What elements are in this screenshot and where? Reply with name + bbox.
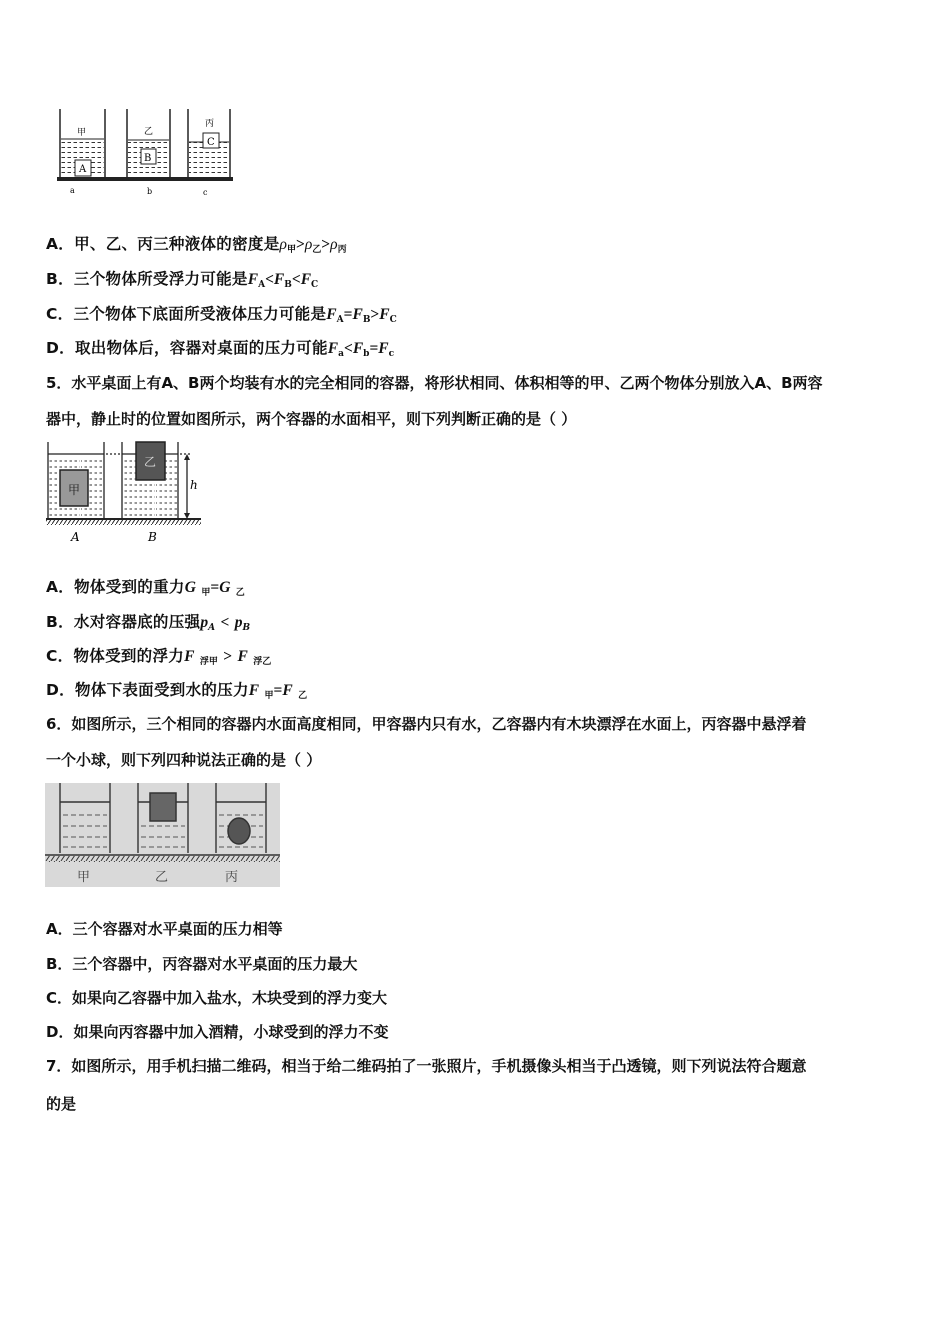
liquid-label-jia: 甲 — [77, 128, 87, 138]
height-label-h: h — [190, 478, 198, 492]
option-text: 取出物体后，容器对桌面的压力可能 — [74, 339, 328, 357]
operator: = — [369, 340, 379, 357]
operator: < — [343, 340, 353, 357]
option-text: 三个物体所受浮力可能是 — [73, 270, 248, 288]
object-jia-label: 甲 — [68, 483, 81, 497]
option-label: B． — [46, 270, 74, 288]
object-label-c: C — [207, 137, 215, 148]
subscript: A — [208, 623, 216, 633]
q7-question-line-1: 7．如图所示，用手机扫描二维码，相当于给二维码拍了一张照片，手机摄像头相当于凸透镜，则下列说法符合题意 — [46, 1057, 807, 1075]
q6-option-a: A．三个容器对水平桌面的压力相等 — [46, 920, 283, 938]
operator: > — [223, 648, 233, 665]
option-label: D． — [46, 339, 75, 357]
container-label-c: c — [203, 188, 208, 197]
subscript: A — [258, 280, 266, 290]
subscript: c — [388, 349, 395, 359]
operator: < — [220, 614, 230, 631]
operator: < — [265, 271, 274, 288]
formula-symbol: F — [327, 340, 339, 357]
operator: = — [210, 579, 220, 596]
subscript: 甲 — [286, 245, 296, 255]
operator: > — [370, 306, 380, 323]
option-text: 甲、乙、丙三种液体的密度是 — [74, 235, 280, 253]
rho-symbol: ρ — [304, 236, 313, 253]
formula-symbol: F — [352, 340, 364, 357]
formula-symbol: G — [184, 579, 196, 596]
formula-symbol: F — [282, 682, 293, 699]
operator: > — [295, 236, 305, 253]
q6-option-c: C．如果向乙容器中加入盐水，木块受到的浮力变大 — [46, 989, 388, 1007]
formula-symbol: F — [237, 648, 248, 665]
container-label-jia: 甲 — [77, 870, 91, 885]
option-label: A． — [46, 235, 75, 253]
operator: = — [343, 306, 353, 323]
subscript: A — [336, 315, 344, 325]
subscript: a — [338, 349, 344, 359]
subscript: B — [362, 315, 371, 325]
formula-symbol: F — [378, 340, 389, 357]
formula-symbol: F — [248, 682, 260, 699]
container-label-yi: 乙 — [155, 870, 169, 885]
formula-symbol: F — [273, 271, 285, 288]
q5-option-b — [46, 612, 250, 638]
q5-question-line-2: 器中，静止时的位置如图所示，两个容器的水面相平，则下列判断正确的是（ ） — [46, 410, 577, 428]
q5-option-c — [46, 646, 271, 672]
operator: < — [291, 271, 301, 288]
q7-question-line-2: 的是 — [46, 1095, 77, 1113]
option-text: 三个物体下底面所受液体压力可能是 — [73, 305, 327, 323]
option-label: C． — [46, 305, 74, 323]
option-text: 物体下表面受到水的压力 — [74, 681, 249, 699]
operator: = — [273, 682, 283, 699]
formula-symbol: F — [184, 648, 195, 665]
q6-question-line-2: 一个小球，则下列四种说法正确的是（ ） — [46, 751, 322, 769]
object-yi-label: 乙 — [144, 455, 157, 469]
container-label-a: a — [70, 186, 75, 195]
subscript: 乙 — [235, 588, 245, 598]
option-label: C． — [46, 647, 74, 665]
subscript: 浮乙 — [253, 657, 272, 667]
liquid-label-yi: 乙 — [144, 127, 154, 137]
q6-option-d: D．如果向丙容器中加入酒精，小球受到的浮力不变 — [46, 1023, 389, 1041]
q5-option-a — [46, 577, 245, 603]
option-text: 物体受到的重力 — [74, 578, 185, 596]
subscript: b — [363, 349, 370, 359]
q6-option-b: B．三个容器中，丙容器对水平桌面的压力最大 — [46, 955, 358, 973]
liquid-label-bing: 丙 — [205, 119, 215, 129]
container-label-A: A — [71, 530, 80, 544]
formula-symbol: F — [326, 306, 337, 323]
object-label-a: A — [79, 164, 87, 175]
formula-symbol: p — [200, 614, 209, 631]
option-label: D． — [46, 681, 75, 699]
formula-symbol: F — [379, 306, 390, 323]
subscript: 甲 — [264, 691, 274, 701]
q4-figure-three-containers — [55, 105, 240, 200]
subscript: B — [284, 280, 292, 290]
q4-option-d — [46, 338, 394, 364]
option-label: A． — [46, 578, 75, 596]
q4-option-c — [46, 304, 397, 330]
subscript: 甲 — [201, 588, 211, 598]
container-label-B: B — [148, 530, 157, 544]
formula-symbol: F — [247, 271, 259, 288]
formula-symbol: F — [300, 271, 312, 288]
q5-figure-two-containers — [44, 440, 204, 548]
operator: > — [321, 236, 331, 253]
q6-question-line-1: 6．如图所示，三个相同的容器内水面高度相同，甲容器内只有水，乙容器内有木块漂浮在水面上，丙容器中悬浮着 — [46, 715, 807, 733]
q6-figure-three-containers — [45, 783, 280, 887]
formula-symbol: F — [352, 306, 363, 323]
formula-symbol: G — [219, 579, 231, 596]
container-label-b: b — [147, 187, 153, 196]
subscript: 乙 — [312, 245, 322, 255]
rho-symbol: ρ — [279, 236, 287, 253]
option-text: 物体受到的浮力 — [73, 647, 185, 665]
q5-option-d — [46, 680, 307, 706]
formula-symbol: p — [234, 614, 243, 631]
option-text: 水对容器底的压强 — [73, 613, 201, 631]
subscript: 丙 — [337, 245, 347, 255]
subscript: B — [242, 623, 251, 633]
container-label-bing: 丙 — [225, 870, 239, 885]
object-label-b: B — [144, 153, 152, 164]
q4-option-b — [46, 269, 318, 295]
subscript: 浮甲 — [199, 657, 218, 667]
option-label: B． — [46, 613, 74, 631]
subscript: C — [311, 280, 319, 290]
q4-option-a — [46, 234, 347, 260]
subscript: 乙 — [298, 691, 308, 701]
q5-question-line-1: 5．水平桌面上有A、B两个均装有水的完全相同的容器，将形状相同、体积相等的甲、乙两个物体分别放入A、B两容 — [46, 374, 823, 392]
subscript: C — [389, 315, 397, 325]
rho-symbol: ρ — [330, 236, 338, 253]
